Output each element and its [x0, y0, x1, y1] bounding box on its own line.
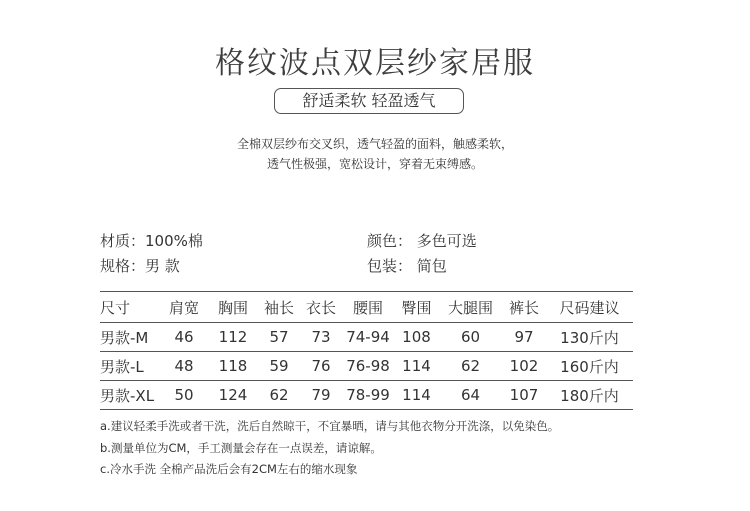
page-title: 格纹波点双层纱家居服 [215, 46, 535, 81]
table-cell: 60 [460, 328, 481, 346]
intro-line-2: 透气性极强，宽松设计，穿着无束缚感。 [266, 157, 483, 171]
table-cell: 130斤内 [560, 328, 619, 347]
header-cell: 肩宽 [168, 298, 199, 317]
table-cell: 97 [514, 328, 534, 346]
table-cell: 124 [218, 386, 248, 404]
table-cell: 180斤内 [560, 386, 619, 405]
table-cell: 62 [269, 386, 289, 404]
table-cell: 78-99 [346, 386, 390, 404]
header-cell: 裤长 [508, 298, 539, 317]
intro-line-1: 全棉双层纱布交叉织，透气轻盈的面料，触感柔软， [236, 137, 513, 151]
table-cell: 74-94 [346, 328, 390, 346]
header-cell: 胸围 [217, 298, 248, 317]
size-table-header [100, 292, 633, 323]
care-note-c: c.冷水手洗 全棉产品洗后会有2CM左右的缩水现象 [100, 462, 358, 476]
header-cell: 大腿围 [447, 298, 493, 317]
table-cell: 64 [460, 386, 481, 404]
feature-badge: 舒适柔软 轻盈透气 [274, 88, 464, 114]
spec-color: 颜色： 多色可选 [367, 232, 477, 250]
table-cell: 男款-XL [100, 386, 155, 405]
table-cell: 107 [509, 386, 539, 404]
table-cell: 114 [402, 357, 431, 375]
spec-size: 规格：男 款 [100, 257, 180, 275]
care-note-b: b.测量单位为CM，手工测量会存在一点误差，请谅解。 [100, 441, 382, 455]
table-row [100, 323, 633, 352]
table-row [100, 352, 633, 381]
table-cell: 46 [174, 328, 194, 346]
table-cell: 57 [269, 328, 289, 346]
table-cell: 男款-L [100, 357, 144, 376]
header-cell: 衣长 [305, 298, 336, 317]
table-cell: 男款-M [100, 328, 149, 347]
spec-package: 包装： 简包 [367, 257, 447, 275]
spec-material: 材质：100%棉 [100, 232, 203, 250]
header-cell: 袖长 [263, 298, 294, 317]
table-cell: 114 [402, 386, 431, 404]
table-cell: 160斤内 [560, 357, 619, 376]
table-cell: 102 [509, 357, 539, 375]
care-note-a: a.建议轻柔手洗或者干洗，洗后自然晾干，不宜暴晒，请与其他衣物分开洗涤，以免染色。 [100, 419, 560, 433]
table-cell: 76 [311, 357, 331, 375]
table-row [100, 381, 633, 410]
table-cell: 50 [174, 386, 194, 404]
table-cell: 112 [218, 328, 248, 346]
size-table [100, 291, 633, 410]
table-cell: 62 [460, 357, 481, 375]
table-cell: 76-98 [346, 357, 390, 375]
table-cell: 73 [311, 328, 331, 346]
table-cell: 79 [311, 386, 331, 404]
header-cell: 腰围 [352, 298, 383, 317]
header-cell: 尺寸 [100, 298, 131, 317]
header-cell: 尺码建议 [559, 298, 620, 317]
table-cell: 48 [174, 357, 194, 375]
table-cell: 118 [218, 357, 248, 375]
table-cell: 59 [269, 357, 289, 375]
header-cell: 臀围 [401, 298, 432, 317]
table-cell: 108 [402, 328, 431, 346]
